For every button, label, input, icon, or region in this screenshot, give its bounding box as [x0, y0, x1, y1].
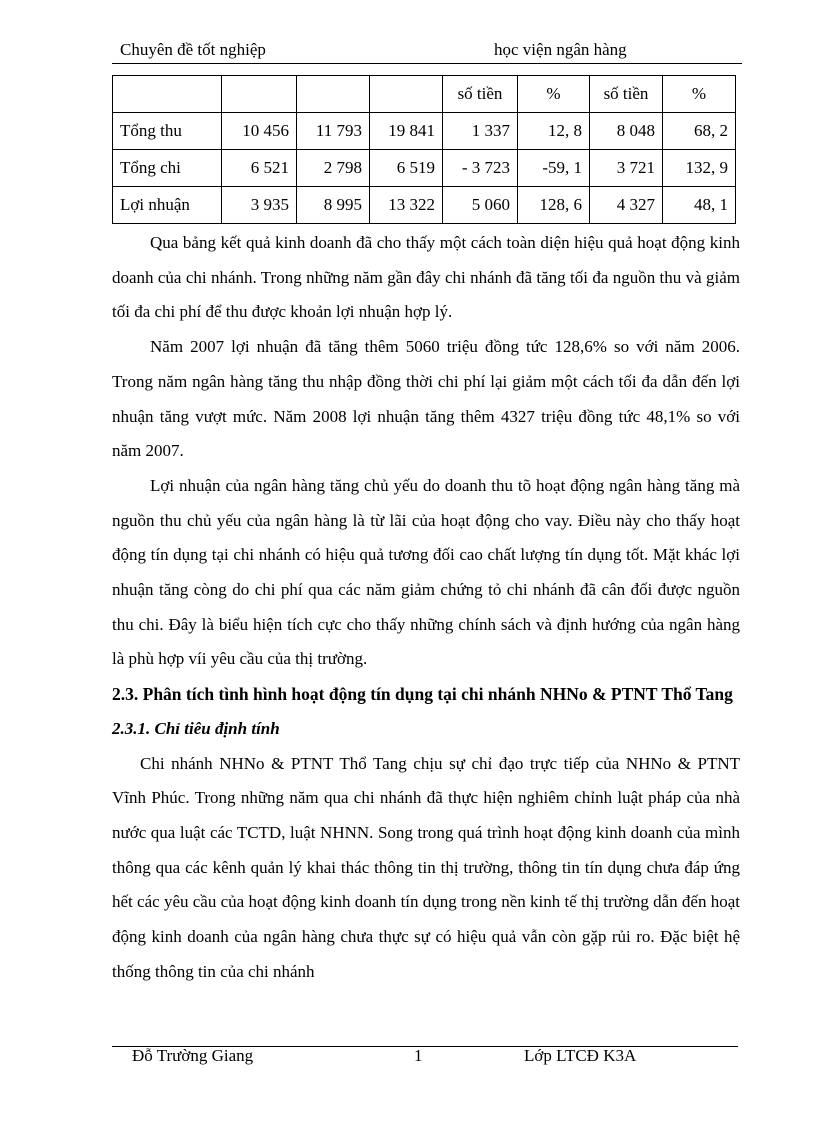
table-header-cell	[113, 76, 222, 113]
table-header-cell: %	[518, 76, 590, 113]
section-heading: 2.3. Phân tích tình hình hoạt động tín dụng tại chi nhánh NHNo & PTNT Thổ Tang	[112, 684, 733, 705]
table-row	[113, 150, 736, 187]
footer-class: Lớp LTCĐ K3A	[524, 1046, 637, 1065]
table-header-cell: số tiền	[443, 76, 518, 113]
header-institution: học viện ngân hàng	[494, 40, 627, 59]
row-label: Lợi nhuận	[113, 187, 222, 224]
table-cell: 2 798	[297, 150, 370, 187]
page-header	[112, 40, 740, 64]
table-header-cell: số tiền	[590, 76, 663, 113]
table-cell: 19 841	[370, 113, 443, 150]
table-cell: 3 935	[222, 187, 297, 224]
subsection-heading: 2.3.1. Chỉ tiêu định tính	[112, 718, 280, 738]
table-header-cell	[370, 76, 443, 113]
table-cell: 8 995	[297, 187, 370, 224]
table-header-row	[113, 76, 736, 113]
table-cell: 132, 9	[663, 150, 736, 187]
paragraph-summary: Qua bảng kết quả kinh doanh đã cho thấy một cách toàn diện hiệu quả hoạt động kinh doanh của chi nhánh. Trong những năm gần đây chi nhánh đã tăng tối đa nguồn thu và giảm tối đa chi phí để thu được khoản lợi nhuận hợp lý.	[112, 233, 740, 322]
header-document-type: Chuyên đề tốt nghiệp	[120, 40, 266, 59]
header-divider	[112, 63, 742, 64]
paragraph-profit-2007: Năm 2007 lợi nhuận đã tăng thêm 5060 triệu đồng tức 128,6% so với năm 2006. Trong năm ngân hàng tăng thu nhập đồng thời chi phí lại giảm một cách tối đa dẫn đến lợi nhuận tăng vượt mức. Năm 2008 lợi nhuận tăng thêm 4327 triệu đồng tức 48,1% so với năm 2007.	[112, 337, 740, 461]
table-cell: 8 048	[590, 113, 663, 150]
row-label: Tổng chi	[113, 150, 222, 187]
table-cell: 128, 6	[518, 187, 590, 224]
table-cell: 11 793	[297, 113, 370, 150]
table-header-cell: %	[663, 76, 736, 113]
page-number: 1	[414, 1046, 423, 1065]
table-header-cell	[222, 76, 297, 113]
table-cell: -59, 1	[518, 150, 590, 187]
row-label: Tổng thu	[113, 113, 222, 150]
table-header-cell	[297, 76, 370, 113]
table-cell: 6 521	[222, 150, 297, 187]
table-cell: 68, 2	[663, 113, 736, 150]
table-cell: 12, 8	[518, 113, 590, 150]
table-cell: 4 327	[590, 187, 663, 224]
table-cell: - 3 723	[443, 150, 518, 187]
paragraph-profit-analysis: Lợi nhuận của ngân hàng tăng chủ yếu do doanh thu tõ hoạt động ngân hàng tăng mà nguồn thu chủ yếu của ngân hàng là từ lãi của hoạt động cho vay. Điều này cho thấy hoạt động tín dụng tại chi nhánh có hiệu quả tương đối cao chất lượng tín dụng tốt. Mặt khác lợi nhuận tăng còng do chi phí qua các năm giảm chứng tỏ chi nhánh đã cân đối được nguồn thu chi. Đây là biểu hiện tích cực cho thấy những chính sách và định hướng của ngân hàng là phù hợp víi yêu cầu của thị trường.	[112, 475, 740, 669]
table-cell: 13 322	[370, 187, 443, 224]
document-body	[112, 226, 740, 989]
table-cell: 1 337	[443, 113, 518, 150]
paragraph-qualitative: Chi nhánh NHNo & PTNT Thổ Tang chịu sự chỉ đạo trực tiếp của NHNo & PTNT Vĩnh Phúc. Trong những năm qua chi nhánh đã thực hiện nghiêm chỉnh luật pháp của nhà nước qua luật các TCTD, luật NHNN. Song trong quá trình hoạt động kinh doanh của mình thông qua các kênh quản lý khai thác thông tin thị trường, thông tin tín dụng chưa đáp ứng hết các yêu cầu của hoạt động kinh doanh tín dụng trong nền kinh tế thị trường dẫn đến hoạt động kinh doanh của ngân hàng chưa thực sự có hiệu quả vẫn còn gặp rủi ro. Đặc biệt hệ thống thông tin của chi nhánh	[112, 753, 740, 981]
table-row	[113, 113, 736, 150]
table-cell: 3 721	[590, 150, 663, 187]
table-cell: 10 456	[222, 113, 297, 150]
table-cell: 6 519	[370, 150, 443, 187]
footer-author: Đỗ Trường Giang	[132, 1046, 254, 1065]
table-cell: 48, 1	[663, 187, 736, 224]
table-cell: 5 060	[443, 187, 518, 224]
business-results-table	[112, 75, 736, 224]
table-row	[113, 187, 736, 224]
